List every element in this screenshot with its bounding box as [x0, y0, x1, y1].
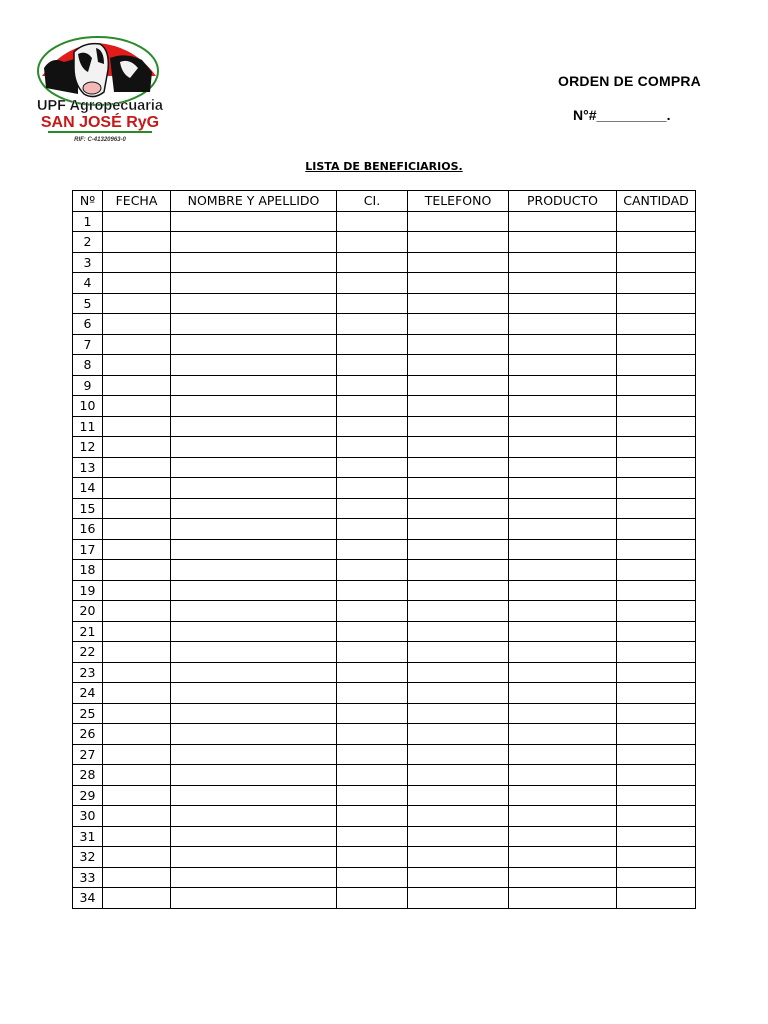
table-row	[73, 498, 696, 519]
name-cell[interactable]	[171, 457, 337, 478]
product-cell[interactable]	[509, 847, 617, 868]
table-row	[73, 437, 696, 458]
quantity-cell[interactable]	[617, 416, 696, 437]
phone-cell[interactable]	[408, 621, 509, 642]
id-cell[interactable]	[337, 539, 408, 560]
phone-cell[interactable]	[408, 683, 509, 704]
quantity-cell[interactable]	[617, 580, 696, 601]
name-cell[interactable]	[171, 273, 337, 294]
row-number: 15	[73, 498, 103, 519]
phone-cell[interactable]	[408, 416, 509, 437]
name-cell[interactable]	[171, 744, 337, 765]
table-header-row	[73, 191, 696, 212]
product-cell[interactable]	[509, 293, 617, 314]
id-cell[interactable]	[337, 273, 408, 294]
product-cell[interactable]	[509, 211, 617, 232]
id-cell[interactable]	[337, 826, 408, 847]
date-cell[interactable]	[103, 232, 171, 253]
product-cell[interactable]	[509, 826, 617, 847]
quantity-cell[interactable]	[617, 724, 696, 745]
date-cell[interactable]	[103, 744, 171, 765]
name-cell[interactable]	[171, 703, 337, 724]
id-cell[interactable]	[337, 785, 408, 806]
row-number: 14	[73, 478, 103, 499]
id-cell[interactable]	[337, 662, 408, 683]
row-number: 13	[73, 457, 103, 478]
product-cell[interactable]	[509, 375, 617, 396]
table-row	[73, 396, 696, 417]
table-row	[73, 601, 696, 622]
date-cell[interactable]	[103, 375, 171, 396]
name-cell[interactable]	[171, 867, 337, 888]
table-row	[73, 232, 696, 253]
phone-cell[interactable]	[408, 642, 509, 663]
row-number: 22	[73, 642, 103, 663]
row-number: 20	[73, 601, 103, 622]
product-cell[interactable]	[509, 457, 617, 478]
name-cell[interactable]	[171, 519, 337, 540]
name-cell[interactable]	[171, 662, 337, 683]
row-number: 11	[73, 416, 103, 437]
table-row	[73, 888, 696, 909]
quantity-cell[interactable]	[617, 252, 696, 273]
date-cell[interactable]	[103, 478, 171, 499]
quantity-cell[interactable]	[617, 826, 696, 847]
date-cell[interactable]	[103, 498, 171, 519]
logo-name-text: UPF Agropecuaria	[37, 98, 163, 114]
table-row	[73, 314, 696, 335]
table-row	[73, 765, 696, 786]
col-header-id: CI.	[337, 191, 408, 212]
id-cell[interactable]	[337, 703, 408, 724]
table-row	[73, 806, 696, 827]
id-cell[interactable]	[337, 498, 408, 519]
product-cell[interactable]	[509, 498, 617, 519]
product-cell[interactable]	[509, 437, 617, 458]
name-cell[interactable]	[171, 416, 337, 437]
quantity-cell[interactable]	[617, 293, 696, 314]
product-cell[interactable]	[509, 396, 617, 417]
id-cell[interactable]	[337, 744, 408, 765]
table-row	[73, 416, 696, 437]
row-number: 8	[73, 355, 103, 376]
quantity-cell[interactable]	[617, 232, 696, 253]
date-cell[interactable]	[103, 355, 171, 376]
product-cell[interactable]	[509, 232, 617, 253]
id-cell[interactable]	[337, 375, 408, 396]
phone-cell[interactable]	[408, 478, 509, 499]
product-cell[interactable]	[509, 560, 617, 581]
col-header-name: NOMBRE Y APELLIDO	[171, 191, 337, 212]
phone-cell[interactable]	[408, 457, 509, 478]
id-cell[interactable]	[337, 457, 408, 478]
row-number: 17	[73, 539, 103, 560]
row-number: 3	[73, 252, 103, 273]
table-row	[73, 744, 696, 765]
name-cell[interactable]	[171, 826, 337, 847]
name-cell[interactable]	[171, 334, 337, 355]
quantity-cell[interactable]	[617, 785, 696, 806]
phone-cell[interactable]	[408, 396, 509, 417]
date-cell[interactable]	[103, 539, 171, 560]
quantity-cell[interactable]	[617, 662, 696, 683]
list-title: LISTA DE BENEFICIARIOS.	[305, 160, 463, 173]
date-cell[interactable]	[103, 826, 171, 847]
product-cell[interactable]	[509, 662, 617, 683]
product-cell[interactable]	[509, 314, 617, 335]
phone-cell[interactable]	[408, 867, 509, 888]
phone-cell[interactable]	[408, 314, 509, 335]
col-header-date: FECHA	[103, 191, 171, 212]
product-cell[interactable]	[509, 765, 617, 786]
row-number: 1	[73, 211, 103, 232]
row-number: 12	[73, 437, 103, 458]
col-header-product: PRODUCTO	[509, 191, 617, 212]
date-cell[interactable]	[103, 765, 171, 786]
name-cell[interactable]	[171, 232, 337, 253]
col-header-quantity: CANTIDAD	[617, 191, 696, 212]
table-row	[73, 457, 696, 478]
product-cell[interactable]	[509, 416, 617, 437]
id-cell[interactable]	[337, 478, 408, 499]
product-cell[interactable]	[509, 539, 617, 560]
quantity-cell[interactable]	[617, 396, 696, 417]
name-cell[interactable]	[171, 252, 337, 273]
id-cell[interactable]	[337, 232, 408, 253]
quantity-cell[interactable]	[617, 437, 696, 458]
name-cell[interactable]	[171, 437, 337, 458]
quantity-cell[interactable]	[617, 601, 696, 622]
date-cell[interactable]	[103, 601, 171, 622]
phone-cell[interactable]	[408, 273, 509, 294]
name-cell[interactable]	[171, 785, 337, 806]
id-cell[interactable]	[337, 396, 408, 417]
row-number: 29	[73, 785, 103, 806]
table-row	[73, 252, 696, 273]
row-number: 19	[73, 580, 103, 601]
row-number: 26	[73, 724, 103, 745]
col-header-phone: TELEFONO	[408, 191, 509, 212]
date-cell[interactable]	[103, 416, 171, 437]
beneficiaries-table	[72, 190, 696, 909]
table-row	[73, 478, 696, 499]
product-cell[interactable]	[509, 703, 617, 724]
phone-cell[interactable]	[408, 437, 509, 458]
phone-cell[interactable]	[408, 888, 509, 909]
product-cell[interactable]	[509, 867, 617, 888]
table-row	[73, 683, 696, 704]
table-row	[73, 642, 696, 663]
row-number: 6	[73, 314, 103, 335]
id-cell[interactable]	[337, 621, 408, 642]
id-cell[interactable]	[337, 416, 408, 437]
id-cell[interactable]	[337, 334, 408, 355]
date-cell[interactable]	[103, 662, 171, 683]
phone-cell[interactable]	[408, 765, 509, 786]
quantity-cell[interactable]	[617, 847, 696, 868]
name-cell[interactable]	[171, 375, 337, 396]
row-number: 18	[73, 560, 103, 581]
quantity-cell[interactable]	[617, 498, 696, 519]
product-cell[interactable]	[509, 601, 617, 622]
name-cell[interactable]	[171, 293, 337, 314]
phone-cell[interactable]	[408, 785, 509, 806]
name-cell[interactable]	[171, 601, 337, 622]
quantity-cell[interactable]	[617, 457, 696, 478]
name-cell[interactable]	[171, 683, 337, 704]
row-number: 34	[73, 888, 103, 909]
logo-subname-text: SAN JOSÉ RyG	[40, 114, 160, 131]
quantity-cell[interactable]	[617, 314, 696, 335]
phone-cell[interactable]	[408, 519, 509, 540]
company-logo	[34, 28, 166, 146]
row-number: 2	[73, 232, 103, 253]
product-cell[interactable]	[509, 642, 617, 663]
date-cell[interactable]	[103, 457, 171, 478]
product-cell[interactable]	[509, 683, 617, 704]
product-cell[interactable]	[509, 806, 617, 827]
date-cell[interactable]	[103, 314, 171, 335]
id-cell[interactable]	[337, 314, 408, 335]
quantity-cell[interactable]	[617, 375, 696, 396]
id-cell[interactable]	[337, 601, 408, 622]
row-number: 10	[73, 396, 103, 417]
product-cell[interactable]	[509, 580, 617, 601]
table-row	[73, 293, 696, 314]
name-cell[interactable]	[171, 314, 337, 335]
name-cell[interactable]	[171, 724, 337, 745]
product-cell[interactable]	[509, 355, 617, 376]
date-cell[interactable]	[103, 847, 171, 868]
phone-cell[interactable]	[408, 375, 509, 396]
phone-cell[interactable]	[408, 580, 509, 601]
id-cell[interactable]	[337, 683, 408, 704]
product-cell[interactable]	[509, 252, 617, 273]
product-cell[interactable]	[509, 888, 617, 909]
table-row	[73, 724, 696, 745]
product-cell[interactable]	[509, 724, 617, 745]
product-cell[interactable]	[509, 785, 617, 806]
id-cell[interactable]	[337, 724, 408, 745]
phone-cell[interactable]	[408, 498, 509, 519]
phone-cell[interactable]	[408, 847, 509, 868]
name-cell[interactable]	[171, 580, 337, 601]
table-row	[73, 785, 696, 806]
product-cell[interactable]	[509, 478, 617, 499]
id-cell[interactable]	[337, 560, 408, 581]
table-row	[73, 662, 696, 683]
product-cell[interactable]	[509, 334, 617, 355]
table-row	[73, 621, 696, 642]
table-row	[73, 519, 696, 540]
date-cell[interactable]	[103, 621, 171, 642]
date-cell[interactable]	[103, 888, 171, 909]
row-number: 31	[73, 826, 103, 847]
date-cell[interactable]	[103, 683, 171, 704]
quantity-cell[interactable]	[617, 334, 696, 355]
quantity-cell[interactable]	[617, 806, 696, 827]
row-number: 7	[73, 334, 103, 355]
product-cell[interactable]	[509, 519, 617, 540]
phone-cell[interactable]	[408, 703, 509, 724]
table-row	[73, 703, 696, 724]
date-cell[interactable]	[103, 396, 171, 417]
phone-cell[interactable]	[408, 662, 509, 683]
order-number: N°#_________.	[573, 107, 671, 123]
quantity-cell[interactable]	[617, 703, 696, 724]
quantity-cell[interactable]	[617, 273, 696, 294]
quantity-cell[interactable]	[617, 478, 696, 499]
row-number: 21	[73, 621, 103, 642]
quantity-cell[interactable]	[617, 642, 696, 663]
name-cell[interactable]	[171, 765, 337, 786]
table-row	[73, 867, 696, 888]
date-cell[interactable]	[103, 806, 171, 827]
phone-cell[interactable]	[408, 293, 509, 314]
date-cell[interactable]	[103, 724, 171, 745]
id-cell[interactable]	[337, 867, 408, 888]
phone-cell[interactable]	[408, 560, 509, 581]
date-cell[interactable]	[103, 703, 171, 724]
row-number: 4	[73, 273, 103, 294]
date-cell[interactable]	[103, 642, 171, 663]
product-cell[interactable]	[509, 744, 617, 765]
table-row	[73, 539, 696, 560]
table-row	[73, 580, 696, 601]
quantity-cell[interactable]	[617, 683, 696, 704]
table-row	[73, 847, 696, 868]
date-cell[interactable]	[103, 437, 171, 458]
quantity-cell[interactable]	[617, 888, 696, 909]
name-cell[interactable]	[171, 396, 337, 417]
order-title: ORDEN DE COMPRA	[557, 73, 701, 89]
date-cell[interactable]	[103, 293, 171, 314]
phone-cell[interactable]	[408, 539, 509, 560]
row-number: 16	[73, 519, 103, 540]
quantity-cell[interactable]	[617, 211, 696, 232]
row-number: 9	[73, 375, 103, 396]
date-cell[interactable]	[103, 560, 171, 581]
name-cell[interactable]	[171, 211, 337, 232]
name-cell[interactable]	[171, 478, 337, 499]
row-number: 33	[73, 867, 103, 888]
name-cell[interactable]	[171, 560, 337, 581]
row-number: 30	[73, 806, 103, 827]
id-cell[interactable]	[337, 519, 408, 540]
date-cell[interactable]	[103, 252, 171, 273]
row-number: 27	[73, 744, 103, 765]
name-cell[interactable]	[171, 621, 337, 642]
id-cell[interactable]	[337, 252, 408, 273]
row-number: 23	[73, 662, 103, 683]
row-number: 5	[73, 293, 103, 314]
name-cell[interactable]	[171, 539, 337, 560]
product-cell[interactable]	[509, 273, 617, 294]
name-cell[interactable]	[171, 806, 337, 827]
date-cell[interactable]	[103, 580, 171, 601]
name-cell[interactable]	[171, 642, 337, 663]
logo-rif-text: RIF: C-41320963-0	[74, 137, 126, 143]
col-header-number: Nº	[73, 191, 103, 212]
quantity-cell[interactable]	[617, 621, 696, 642]
date-cell[interactable]	[103, 334, 171, 355]
quantity-cell[interactable]	[617, 539, 696, 560]
row-number: 28	[73, 765, 103, 786]
quantity-cell[interactable]	[617, 560, 696, 581]
date-cell[interactable]	[103, 273, 171, 294]
table-row	[73, 560, 696, 581]
quantity-cell[interactable]	[617, 355, 696, 376]
quantity-cell[interactable]	[617, 765, 696, 786]
phone-cell[interactable]	[408, 826, 509, 847]
name-cell[interactable]	[171, 888, 337, 909]
quantity-cell[interactable]	[617, 867, 696, 888]
id-cell[interactable]	[337, 642, 408, 663]
phone-cell[interactable]	[408, 724, 509, 745]
product-cell[interactable]	[509, 621, 617, 642]
phone-cell[interactable]	[408, 334, 509, 355]
name-cell[interactable]	[171, 355, 337, 376]
table-row	[73, 211, 696, 232]
date-cell[interactable]	[103, 867, 171, 888]
phone-cell[interactable]	[408, 252, 509, 273]
name-cell[interactable]	[171, 847, 337, 868]
phone-cell[interactable]	[408, 806, 509, 827]
id-cell[interactable]	[337, 888, 408, 909]
date-cell[interactable]	[103, 519, 171, 540]
table-row	[73, 334, 696, 355]
id-cell[interactable]	[337, 293, 408, 314]
id-cell[interactable]	[337, 765, 408, 786]
name-cell[interactable]	[171, 498, 337, 519]
phone-cell[interactable]	[408, 232, 509, 253]
quantity-cell[interactable]	[617, 519, 696, 540]
id-cell[interactable]	[337, 211, 408, 232]
id-cell[interactable]	[337, 437, 408, 458]
table-row	[73, 826, 696, 847]
row-number: 32	[73, 847, 103, 868]
date-cell[interactable]	[103, 785, 171, 806]
quantity-cell[interactable]	[617, 744, 696, 765]
phone-cell[interactable]	[408, 744, 509, 765]
phone-cell[interactable]	[408, 601, 509, 622]
phone-cell[interactable]	[408, 211, 509, 232]
id-cell[interactable]	[337, 806, 408, 827]
table-row	[73, 355, 696, 376]
row-number: 25	[73, 703, 103, 724]
table-row	[73, 273, 696, 294]
row-number: 24	[73, 683, 103, 704]
phone-cell[interactable]	[408, 355, 509, 376]
id-cell[interactable]	[337, 355, 408, 376]
table-row	[73, 375, 696, 396]
id-cell[interactable]	[337, 580, 408, 601]
date-cell[interactable]	[103, 211, 171, 232]
id-cell[interactable]	[337, 847, 408, 868]
